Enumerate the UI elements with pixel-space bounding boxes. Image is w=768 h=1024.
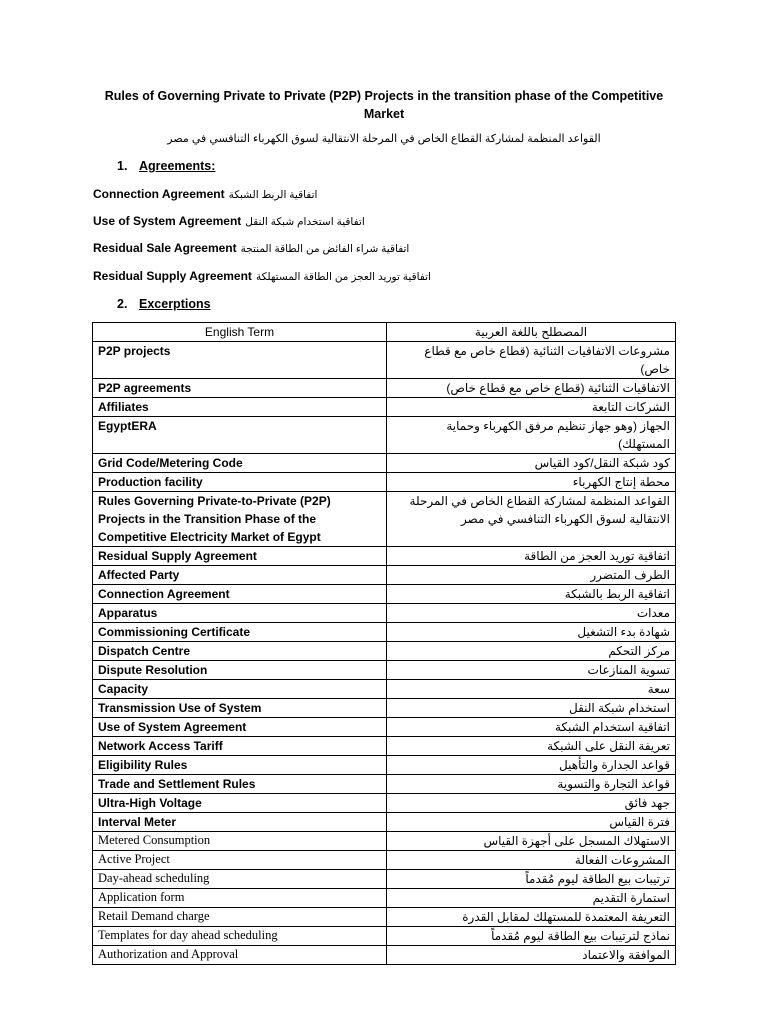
table-row xyxy=(93,718,676,737)
arabic-term: اتفاقية الربط بالشبكة xyxy=(387,585,676,604)
english-term: Network Access Tariff xyxy=(93,737,387,756)
table-row xyxy=(93,699,676,718)
table-row xyxy=(93,832,676,851)
arabic-term: نماذج لترتيبات بيع الطاقة ليوم مُقدماً xyxy=(387,927,676,946)
arabic-term: جهد فائق xyxy=(387,794,676,813)
agreement-english: Connection Agreement xyxy=(93,187,225,201)
english-term: Application form xyxy=(93,889,387,908)
english-term: Day-ahead scheduling xyxy=(93,870,387,889)
document-title: Rules of Governing Private to Private (P2P) Projects in the transition phase of the Competitive Market xyxy=(104,89,664,121)
arabic-term: التعريفة المعتمدة للمستهلك لمقابل القدرة xyxy=(387,908,676,927)
english-term: Commissioning Certificate xyxy=(93,623,387,642)
table-row xyxy=(93,417,676,454)
header-arabic-term: المصطلح باللغة العربية xyxy=(387,323,676,342)
english-term: EgyptERA xyxy=(93,417,387,454)
arabic-term: الشركات التابعة xyxy=(387,398,676,417)
table-row xyxy=(93,946,676,965)
agreement-item xyxy=(93,240,409,257)
table-header-row xyxy=(93,323,676,342)
english-term: Grid Code/Metering Code xyxy=(93,454,387,473)
arabic-term: الجهاز (وهو جهاز تنظيم مرفق الكهرباء وحماية المستهلك) xyxy=(387,417,676,454)
arabic-term: المشروعات الفعالة xyxy=(387,851,676,870)
english-term: Retail Demand charge xyxy=(93,908,387,927)
arabic-term: استخدام شبكة النقل xyxy=(387,699,676,718)
agreement-item xyxy=(93,186,317,203)
english-term: Ultra-High Voltage xyxy=(93,794,387,813)
english-term: Active Project xyxy=(93,851,387,870)
english-term: Connection Agreement xyxy=(93,585,387,604)
table-row xyxy=(93,737,676,756)
table-row xyxy=(93,870,676,889)
arabic-term: شهادة بدء التشغيل xyxy=(387,623,676,642)
english-term: Dispute Resolution xyxy=(93,661,387,680)
arabic-term: الاتفاقيات الثنائية (قطاع خاص مع قطاع خاص) xyxy=(387,379,676,398)
terms-table xyxy=(92,322,676,965)
english-term: Dispatch Centre xyxy=(93,642,387,661)
table-row xyxy=(93,889,676,908)
english-term: Affected Party xyxy=(93,566,387,585)
arabic-term: قواعد الجدارة والتأهيل xyxy=(387,756,676,775)
arabic-term: معدات xyxy=(387,604,676,623)
section-heading-agreements xyxy=(117,158,215,174)
document-subtitle-arabic: القواعد المنظمة لمشاركة القطاع الخاص في المرحلة الانتقالية لسوق الكهرباء التنافسي في مصر xyxy=(167,133,601,145)
english-term: Residual Supply Agreement xyxy=(93,547,387,566)
english-term: Production facility xyxy=(93,473,387,492)
table-row xyxy=(93,566,676,585)
table-row xyxy=(93,547,676,566)
arabic-term: الاستهلاك المسجل على أجهزة القياس xyxy=(387,832,676,851)
table-row xyxy=(93,775,676,794)
arabic-term: مركز التحكم xyxy=(387,642,676,661)
agreement-arabic: اتفاقية توريد العجز من الطاقة المستهلكة xyxy=(255,271,431,283)
table-row xyxy=(93,454,676,473)
table-row xyxy=(93,473,676,492)
arabic-term: تسوية المنازعات xyxy=(387,661,676,680)
english-term: Trade and Settlement Rules xyxy=(93,775,387,794)
table-row xyxy=(93,398,676,417)
english-term: P2P projects xyxy=(93,342,387,379)
arabic-term: مشروعات الاتفاقيات الثنائية (قطاع خاص مع قطاع خاص) xyxy=(387,342,676,379)
arabic-term: اتفاقية استخدام الشبكة xyxy=(387,718,676,737)
table-row xyxy=(93,927,676,946)
section-title: Excerptions xyxy=(139,297,211,311)
section-number: 1. xyxy=(117,159,128,173)
table-row xyxy=(93,585,676,604)
table-row xyxy=(93,756,676,775)
agreement-item xyxy=(93,213,365,230)
english-term: Transmission Use of System xyxy=(93,699,387,718)
english-term: Authorization and Approval xyxy=(93,946,387,965)
english-term: Templates for day ahead scheduling xyxy=(93,927,387,946)
arabic-term: كود شبكة النقل/كود القياس xyxy=(387,454,676,473)
agreement-english: Residual Supply Agreement xyxy=(93,269,252,283)
table-row xyxy=(93,908,676,927)
arabic-term: فترة القياس xyxy=(387,813,676,832)
table-row xyxy=(93,492,676,547)
table-row xyxy=(93,604,676,623)
english-term: Metered Consumption xyxy=(93,832,387,851)
table-row xyxy=(93,642,676,661)
arabic-term: الموافقة والاعتماد xyxy=(387,946,676,965)
agreement-english: Use of System Agreement xyxy=(93,214,242,228)
agreement-item xyxy=(93,268,431,285)
agreement-arabic: اتفاقية الربط الشبكة xyxy=(228,189,318,201)
english-term: Use of System Agreement xyxy=(93,718,387,737)
arabic-term: استمارة التقديم xyxy=(387,889,676,908)
arabic-term: تعريفة النقل على الشبكة xyxy=(387,737,676,756)
section-number: 2. xyxy=(117,297,128,311)
arabic-term: القواعد المنظمة لمشاركة القطاع الخاص في المرحلة الانتقالية لسوق الكهرباء التنافسي في مصر xyxy=(387,492,676,547)
agreement-arabic: اتفاقية استخدام شبكة النقل xyxy=(245,216,365,228)
table-row xyxy=(93,379,676,398)
arabic-term: محطة إنتاج الكهرباء xyxy=(387,473,676,492)
english-term: Eligibility Rules xyxy=(93,756,387,775)
english-term: Interval Meter xyxy=(93,813,387,832)
english-term: P2P agreements xyxy=(93,379,387,398)
table-row xyxy=(93,623,676,642)
table-row xyxy=(93,342,676,379)
table-row xyxy=(93,851,676,870)
table-row xyxy=(93,813,676,832)
header-english-term: English Term xyxy=(93,323,387,342)
english-term: Apparatus xyxy=(93,604,387,623)
agreement-arabic: اتفاقية شراء الفائض من الطاقة المنتجة xyxy=(240,243,410,255)
section-title: Agreements: xyxy=(139,159,216,173)
arabic-term: الطرف المتضرر xyxy=(387,566,676,585)
english-term: Affiliates xyxy=(93,398,387,417)
english-term: Rules Governing Private-to-Private (P2P) Projects in the Transition Phase of the Competitive Electricity Market of Egypt xyxy=(93,492,387,547)
table-row xyxy=(93,680,676,699)
arabic-term: اتفاقية توريد العجز من الطاقة xyxy=(387,547,676,566)
agreement-english: Residual Sale Agreement xyxy=(93,241,237,255)
arabic-term: سعة xyxy=(387,680,676,699)
section-heading-excerptions xyxy=(117,296,211,312)
english-term: Capacity xyxy=(93,680,387,699)
table-row xyxy=(93,794,676,813)
table-row xyxy=(93,661,676,680)
arabic-term: ترتيبات بيع الطاقة ليوم مُقدماً xyxy=(387,870,676,889)
arabic-term: قواعد التجارة والتسوية xyxy=(387,775,676,794)
